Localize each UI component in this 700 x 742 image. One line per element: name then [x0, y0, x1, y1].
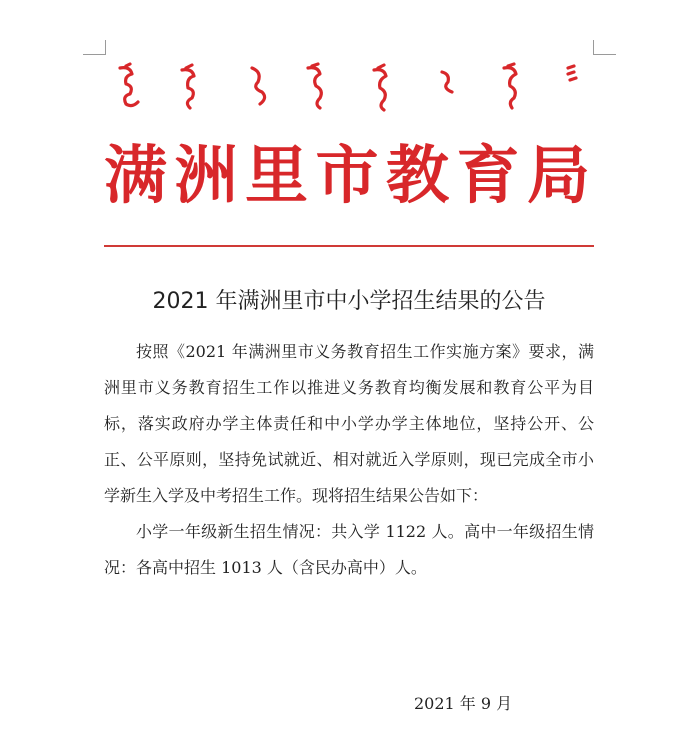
notice-date: 2021 年 9 月 — [414, 694, 513, 713]
notice-paragraph: 按照《2021 年满洲里市义务教育招生工作实施方案》要求，满洲里市义务教育招生工作以推进义务教育均衡发展和教育公平为目标，落实政府办学主体责任和中小学办学主体地位，坚持公开、公正、公平原则，坚持免试就近、相对就近入学原则，现已完成全市小学新生入学及中考招生工作。现将招生结果公告如下： — [104, 342, 594, 505]
notice-paragraph: 小学一年级新生招生情况：共入学 1122 人。高中一年级招生情况：各高中招生 1013 人（含民办高中）人。 — [104, 522, 594, 577]
page-corner-mark-top-left — [83, 40, 106, 55]
letterhead-divider — [104, 245, 594, 247]
page-corner-mark-top-right — [593, 40, 616, 55]
letterhead-title: 满洲里市教育局 — [104, 139, 594, 212]
notice-body — [104, 334, 594, 586]
notice-title: 2021 年满洲里市中小学招生结果的公告 — [152, 289, 546, 314]
mongolian-letterhead-script — [112, 62, 582, 112]
